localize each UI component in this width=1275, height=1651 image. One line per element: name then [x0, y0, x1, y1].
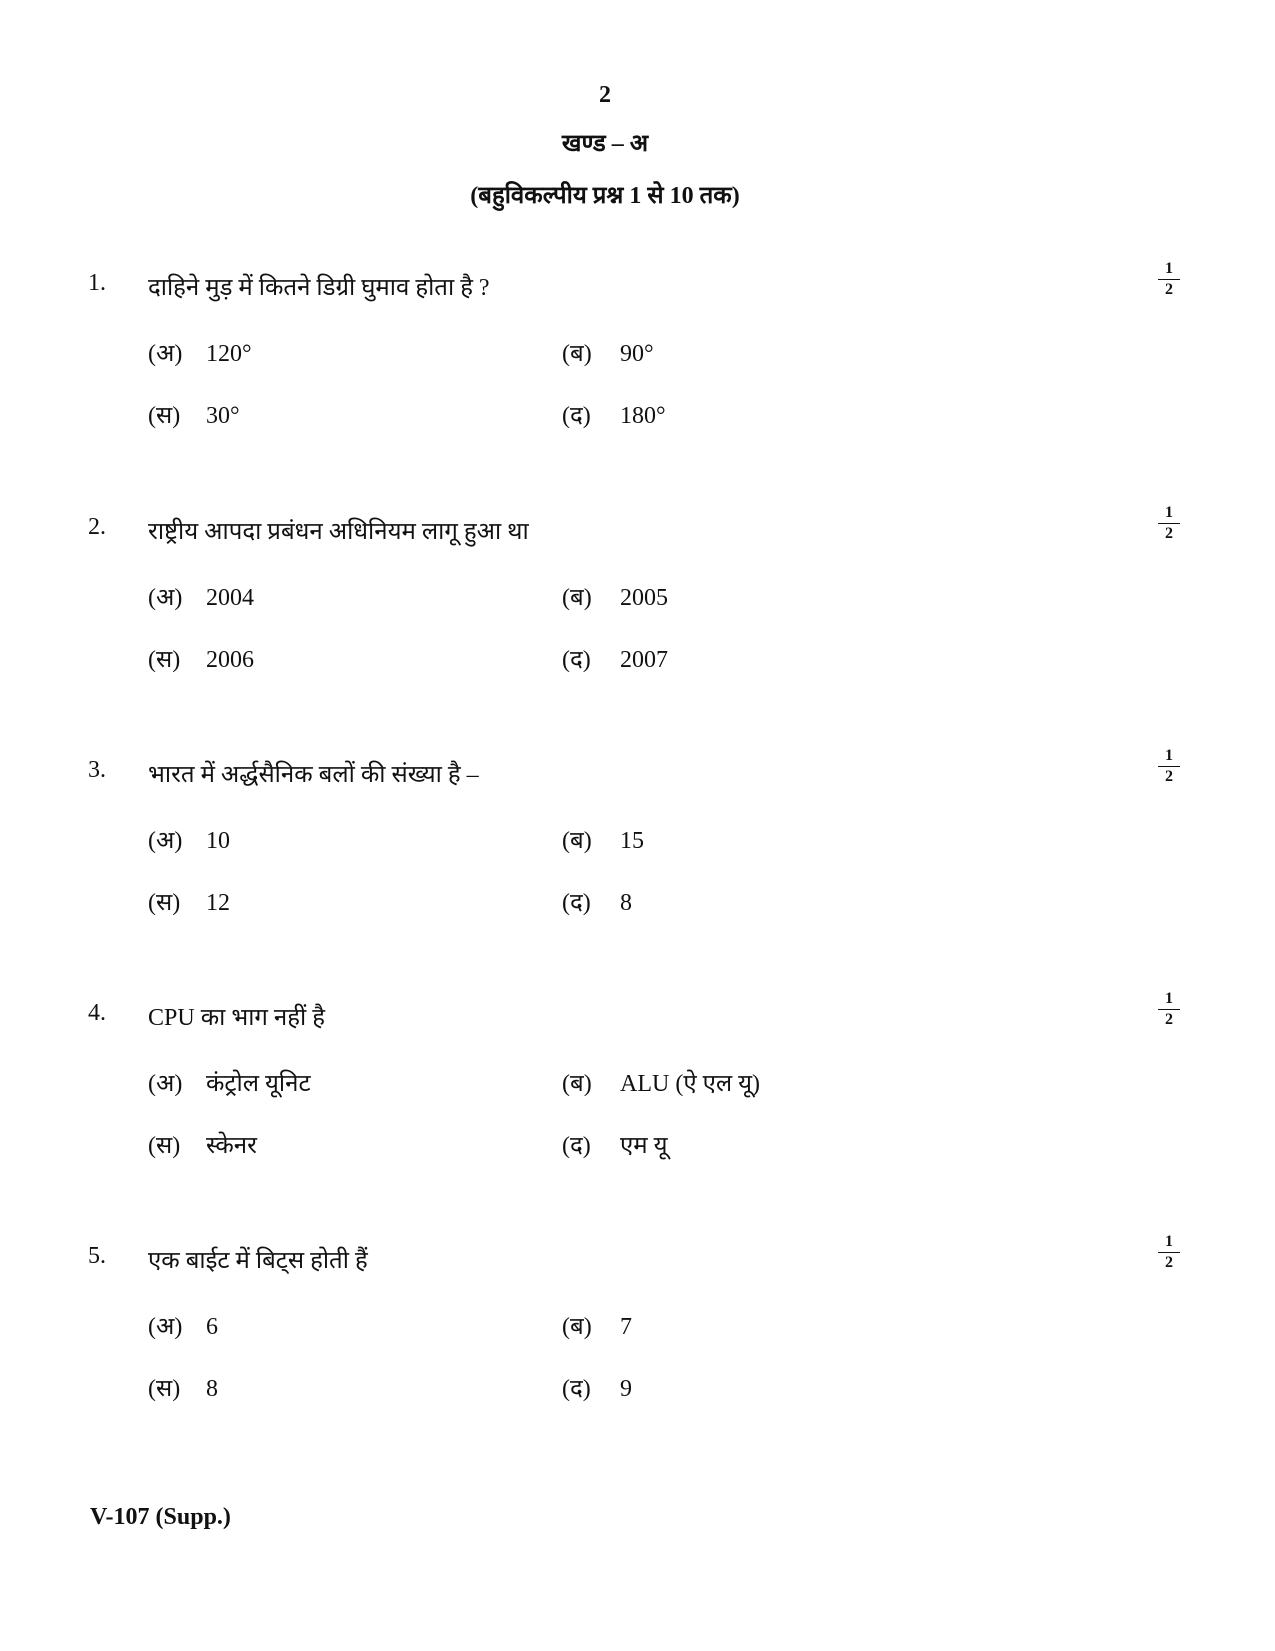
option-label: (अ)	[148, 1071, 183, 1097]
option-a	[148, 1309, 218, 1342]
option-value: 2007	[620, 647, 668, 673]
option-value: 180°	[620, 403, 666, 429]
option-value: एम यू	[620, 1133, 668, 1159]
marks-denominator: 2	[1165, 1254, 1173, 1271]
option-value: 15	[620, 828, 644, 854]
option-value: 12	[206, 890, 230, 916]
question-text: भारत में अर्द्धसैनिक बलों की संख्या है –	[148, 762, 479, 788]
option-label: (द)	[562, 647, 591, 673]
option-d	[562, 1371, 632, 1404]
marks-denominator: 2	[1165, 525, 1173, 542]
option-value: 7	[620, 1314, 632, 1340]
option-value: 2005	[620, 585, 668, 611]
marks-numerator: 1	[1158, 1233, 1180, 1253]
option-label: (ब)	[562, 1071, 592, 1097]
option-label: (स)	[148, 1376, 181, 1402]
marks-numerator: 1	[1158, 990, 1180, 1010]
option-d	[562, 1128, 668, 1161]
marks-denominator: 2	[1165, 281, 1173, 298]
marks-fraction	[1158, 990, 1180, 1029]
question-2	[0, 504, 1275, 714]
option-value: 8	[620, 890, 632, 916]
option-label: (स)	[148, 647, 181, 673]
option-value: कंट्रोल यूनिट	[206, 1071, 311, 1097]
option-d	[562, 885, 632, 918]
option-b	[562, 823, 644, 856]
option-value: 2006	[206, 647, 254, 673]
option-value: स्केनर	[206, 1133, 257, 1159]
question-1	[0, 260, 1275, 470]
question-4	[0, 990, 1275, 1200]
option-d	[562, 642, 668, 675]
question-5	[0, 1233, 1275, 1443]
option-value: 6	[206, 1314, 218, 1340]
question-text: दाहिने मुड़ में कितने डिग्री घुमाव होता है ?	[148, 275, 490, 301]
question-3	[0, 747, 1275, 957]
marks-denominator: 2	[1165, 1011, 1173, 1028]
option-label: (अ)	[148, 585, 183, 611]
option-label: (ब)	[562, 1314, 592, 1340]
option-c	[148, 885, 230, 918]
marks-numerator: 1	[1158, 747, 1180, 767]
option-label: (द)	[562, 890, 591, 916]
option-b	[562, 1066, 760, 1099]
option-a	[148, 823, 230, 856]
page-number: 2	[599, 82, 611, 108]
option-a	[148, 580, 254, 613]
question-text: एक बाईट में बिट्स होती हैं	[148, 1248, 368, 1274]
option-a	[148, 1066, 311, 1099]
option-c	[148, 398, 240, 431]
question-number: 4.	[88, 1000, 106, 1026]
option-value: 9	[620, 1376, 632, 1402]
option-c	[148, 1371, 218, 1404]
option-value: 2004	[206, 585, 254, 611]
question-number: 2.	[88, 514, 106, 540]
option-label: (द)	[562, 1133, 591, 1159]
option-value: 90°	[620, 341, 654, 367]
option-label: (ब)	[562, 828, 592, 854]
marks-numerator: 1	[1158, 260, 1180, 280]
option-label: (स)	[148, 890, 181, 916]
marks-fraction	[1158, 504, 1180, 543]
option-c	[148, 642, 254, 675]
marks-fraction	[1158, 260, 1180, 299]
option-b	[562, 336, 654, 369]
question-text: राष्ट्रीय आपदा प्रबंधन अधिनियम लागू हुआ था	[148, 519, 529, 545]
option-label: (ब)	[562, 585, 592, 611]
option-label: (द)	[562, 403, 591, 429]
question-number: 1.	[88, 270, 106, 296]
option-label: (स)	[148, 1133, 181, 1159]
question-number: 3.	[88, 757, 106, 783]
option-label: (द)	[562, 1376, 591, 1402]
option-label: (अ)	[148, 1314, 183, 1340]
option-a	[148, 336, 252, 369]
section-title: खण्ड – अ	[561, 131, 649, 157]
marks-numerator: 1	[1158, 504, 1180, 524]
question-text: CPU का भाग नहीं है	[148, 1005, 325, 1031]
option-value: 120°	[206, 341, 252, 367]
option-label: (स)	[148, 403, 181, 429]
option-label: (अ)	[148, 828, 183, 854]
option-value: 8	[206, 1376, 218, 1402]
paper-code: V-107 (Supp.)	[90, 1504, 231, 1530]
marks-denominator: 2	[1165, 768, 1173, 785]
option-b	[562, 580, 668, 613]
option-c	[148, 1128, 257, 1161]
option-value: 30°	[206, 403, 240, 429]
marks-fraction	[1158, 1233, 1180, 1272]
option-d	[562, 398, 666, 431]
question-number: 5.	[88, 1243, 106, 1269]
marks-fraction	[1158, 747, 1180, 786]
option-b	[562, 1309, 632, 1342]
option-label: (अ)	[148, 341, 183, 367]
option-value: 10	[206, 828, 230, 854]
option-value: ALU (ऐ एल यू)	[620, 1071, 761, 1097]
option-label: (ब)	[562, 341, 592, 367]
section-subtitle: (बहुविकल्पीय प्रश्न 1 से 10 तक)	[470, 183, 740, 209]
